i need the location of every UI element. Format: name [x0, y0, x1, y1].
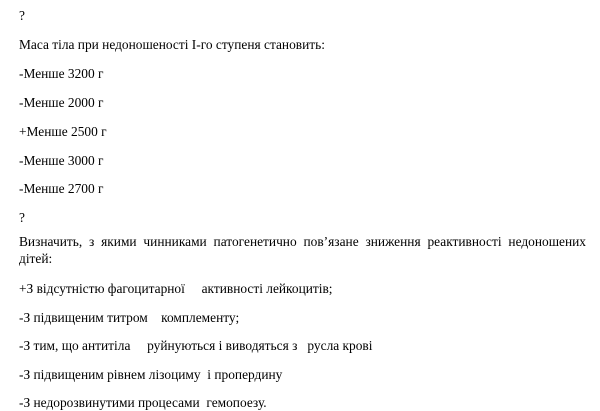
answer-option: -Менше 2000 г	[19, 95, 104, 110]
answer-option-correct: +Менше 2500 г	[19, 124, 107, 139]
question-marker: ?	[19, 210, 25, 225]
question-text: Визначить, з якими чинниками патогенетично пов’язане зниження реактивності недоношених дітей:	[19, 234, 586, 266]
answer-option: -З недорозвинутими процесами гемопоезу.	[19, 395, 267, 410]
question-text: Маса тіла при недоношеності І-го ступеня становить:	[19, 37, 325, 52]
answer-option: -З тим, що антитіла руйнуються і виводяться з русла крові	[19, 338, 373, 353]
answer-option: -З підвищеним титром комплементу;	[19, 310, 240, 325]
answer-option: -Менше 3000 г	[19, 153, 104, 168]
question-marker: ?	[19, 8, 25, 23]
answer-option-correct: +З відсутністю фагоцитарної активності лейкоцитів;	[19, 281, 333, 296]
answer-option: -З підвищеним рівнем лізоциму і пропердину	[19, 367, 283, 382]
answer-option: -Менше 2700 г	[19, 181, 104, 196]
answer-option: -Менше 3200 г	[19, 66, 104, 81]
